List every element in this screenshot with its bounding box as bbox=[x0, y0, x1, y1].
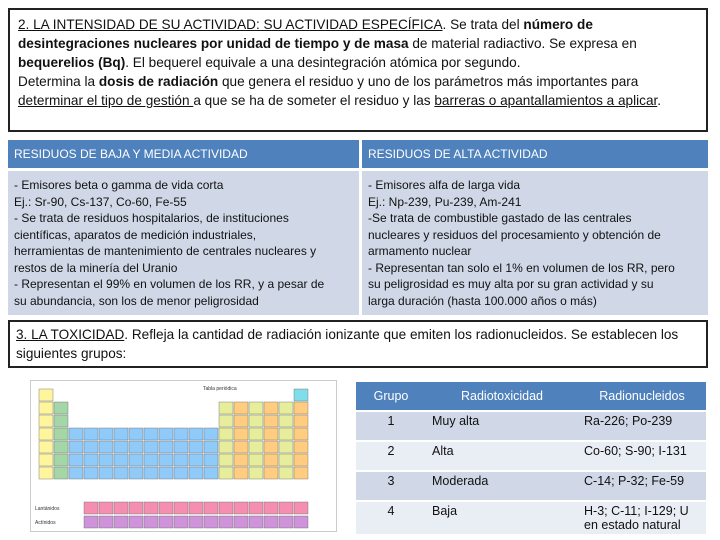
element-cell bbox=[279, 467, 293, 479]
element-cell bbox=[189, 454, 203, 466]
element-cell bbox=[294, 454, 308, 466]
element-cell bbox=[69, 467, 83, 479]
element-cell bbox=[204, 441, 218, 453]
element-cell bbox=[39, 441, 53, 453]
element-cell bbox=[264, 415, 278, 427]
element-cell bbox=[99, 467, 113, 479]
element-cell bbox=[294, 441, 308, 453]
section-3-title: 3. LA TOXICIDAD bbox=[16, 327, 125, 342]
element-cell bbox=[114, 454, 128, 466]
periodic-table-title: Tabla periódica bbox=[203, 386, 237, 392]
actinides-label: Actínidos bbox=[35, 520, 56, 526]
element-cell bbox=[174, 441, 188, 453]
high-activity-cell: - Emisores alfa de larga vida Ej.: Np-239, Pu-239, Am-241 -Se trata de combustible gastado de las centrales nucleares y residuos del procesamiento y obtención de armamento nuclear - Representan tan solo el 1% en volumen de los RR, pero su peligrosidad es muy alta por su gran actividad y su larga duración (hasta 100.000 años o más) bbox=[362, 171, 708, 315]
element-cell bbox=[249, 428, 263, 440]
element-cell bbox=[249, 402, 263, 414]
element-cell bbox=[219, 428, 233, 440]
element-cell bbox=[84, 441, 98, 453]
element-cell bbox=[174, 516, 188, 528]
element-cell bbox=[189, 428, 203, 440]
periodic-table-graphic bbox=[31, 381, 336, 531]
element-cell bbox=[144, 441, 158, 453]
element-cell bbox=[114, 428, 128, 440]
table-row: 3 Moderada C-14; P-32; Fe-59 bbox=[356, 472, 706, 502]
element-cell bbox=[84, 454, 98, 466]
element-cell bbox=[189, 467, 203, 479]
element-cell bbox=[159, 428, 173, 440]
element-cell bbox=[99, 454, 113, 466]
element-cell bbox=[264, 441, 278, 453]
element-cell bbox=[39, 389, 53, 401]
element-cell bbox=[234, 516, 248, 528]
element-cell bbox=[129, 502, 143, 514]
element-cell bbox=[69, 428, 83, 440]
element-cell bbox=[279, 441, 293, 453]
element-cell bbox=[114, 502, 128, 514]
periodic-table-image bbox=[30, 380, 337, 532]
element-cell bbox=[54, 441, 68, 453]
element-cell bbox=[204, 467, 218, 479]
element-cell bbox=[249, 502, 263, 514]
element-cell bbox=[54, 454, 68, 466]
element-cell bbox=[294, 428, 308, 440]
element-cell bbox=[219, 502, 233, 514]
element-cell bbox=[249, 441, 263, 453]
element-cell bbox=[144, 516, 158, 528]
element-cell bbox=[204, 454, 218, 466]
element-cell bbox=[249, 516, 263, 528]
element-cell bbox=[159, 454, 173, 466]
element-cell bbox=[279, 454, 293, 466]
element-cell bbox=[84, 467, 98, 479]
element-cell bbox=[219, 467, 233, 479]
element-cell bbox=[234, 467, 248, 479]
table-row: 1 Muy alta Ra-226; Po-239 bbox=[356, 412, 706, 442]
element-cell bbox=[129, 441, 143, 453]
element-cell bbox=[129, 467, 143, 479]
element-cell bbox=[294, 467, 308, 479]
element-cell bbox=[249, 415, 263, 427]
element-cell bbox=[39, 402, 53, 414]
table-row: 4 Baja H-3; C-11; I-129; U en estado natural bbox=[356, 502, 706, 536]
element-cell bbox=[279, 502, 293, 514]
element-cell bbox=[54, 467, 68, 479]
element-cell bbox=[159, 467, 173, 479]
element-cell bbox=[114, 516, 128, 528]
element-cell bbox=[204, 428, 218, 440]
element-cell bbox=[144, 454, 158, 466]
element-cell bbox=[279, 428, 293, 440]
element-cell bbox=[294, 402, 308, 414]
element-cell bbox=[54, 402, 68, 414]
element-cell bbox=[264, 402, 278, 414]
element-cell bbox=[249, 467, 263, 479]
element-cell bbox=[84, 516, 98, 528]
element-cell bbox=[219, 441, 233, 453]
element-cell bbox=[204, 516, 218, 528]
element-cell bbox=[54, 415, 68, 427]
section-2-paragraph: 2. LA INTENSIDAD DE SU ACTIVIDAD: SU ACTIVIDAD ESPECÍFICA. Se trata del número de desintegraciones nucleares por unidad de tiempo y de masa de material radiactivo. Se expresa en bequerelios (Bq). El bequerel equivale a una desintegración atómica por segundo. bbox=[18, 17, 637, 70]
element-cell bbox=[69, 454, 83, 466]
element-cell bbox=[189, 502, 203, 514]
element-cell bbox=[39, 454, 53, 466]
element-cell bbox=[39, 415, 53, 427]
element-cell bbox=[39, 467, 53, 479]
element-cell bbox=[219, 415, 233, 427]
element-cell bbox=[234, 402, 248, 414]
element-cell bbox=[84, 428, 98, 440]
header-grupo: Grupo bbox=[356, 382, 426, 412]
residuos-table bbox=[8, 140, 708, 315]
element-cell bbox=[144, 502, 158, 514]
element-cell bbox=[114, 467, 128, 479]
element-cell bbox=[279, 415, 293, 427]
element-cell bbox=[159, 441, 173, 453]
element-cell bbox=[264, 428, 278, 440]
section-2-paragraph-2: Determina la dosis de radiación que genera el residuo y uno de los parámetros más importantes para determinar el tipo de gestión a que se ha de someter el residuo y las barreras o apantallamientos a aplicar. bbox=[18, 74, 662, 108]
element-cell bbox=[84, 502, 98, 514]
element-cell bbox=[204, 502, 218, 514]
element-cell bbox=[279, 402, 293, 414]
element-cell bbox=[129, 516, 143, 528]
element-cell bbox=[99, 441, 113, 453]
element-cell bbox=[114, 441, 128, 453]
element-cell bbox=[234, 454, 248, 466]
element-cell bbox=[294, 502, 308, 514]
element-cell bbox=[39, 428, 53, 440]
element-cell bbox=[174, 428, 188, 440]
header-radiotoxicidad: Radiotoxicidad bbox=[426, 382, 578, 412]
element-cell bbox=[294, 516, 308, 528]
element-cell bbox=[99, 516, 113, 528]
element-cell bbox=[174, 502, 188, 514]
element-cell bbox=[99, 502, 113, 514]
element-cell bbox=[129, 454, 143, 466]
element-cell bbox=[129, 428, 143, 440]
element-cell bbox=[189, 441, 203, 453]
element-cell bbox=[294, 415, 308, 427]
header-high-activity: RESIDUOS DE ALTA ACTIVIDAD bbox=[362, 140, 708, 171]
table-row: 2 Alta Co-60; S-90; I-131 bbox=[356, 442, 706, 472]
element-cell bbox=[264, 454, 278, 466]
element-cell bbox=[264, 502, 278, 514]
low-activity-cell: - Emisores beta o gamma de vida corta Ej.: Sr-90, Cs-137, Co-60, Fe-55 - Se trata de residuos hospitalarios, de instituciones científicas, aparatos de medición industriales, herramientas de mantenimiento de centrales nucleares y restos de la minería del Uranio - Representan el 99% en volumen de los RR, y a pesar de su abundancia, son los de menor peligrosidad bbox=[8, 171, 362, 315]
element-cell bbox=[234, 441, 248, 453]
element-cell bbox=[234, 502, 248, 514]
header-radionucleidos: Radionucleidos bbox=[578, 382, 706, 412]
element-cell bbox=[249, 454, 263, 466]
section-3-box bbox=[8, 320, 708, 368]
element-cell bbox=[159, 516, 173, 528]
element-cell bbox=[219, 402, 233, 414]
element-cell bbox=[219, 516, 233, 528]
element-cell bbox=[189, 516, 203, 528]
element-cell bbox=[279, 516, 293, 528]
element-cell bbox=[144, 428, 158, 440]
section-2-title: 2. LA INTENSIDAD DE SU ACTIVIDAD: SU ACTIVIDAD ESPECÍFICA bbox=[18, 17, 443, 32]
lanthanides-label: Lantánidos bbox=[35, 506, 60, 512]
element-cell bbox=[174, 467, 188, 479]
element-cell bbox=[54, 428, 68, 440]
element-cell bbox=[234, 415, 248, 427]
element-cell bbox=[144, 467, 158, 479]
element-cell bbox=[264, 467, 278, 479]
element-cell bbox=[174, 454, 188, 466]
section-2-box bbox=[8, 8, 708, 132]
toxicity-groups-table bbox=[356, 382, 706, 536]
element-cell bbox=[294, 389, 308, 401]
element-cell bbox=[264, 516, 278, 528]
header-low-activity: RESIDUOS DE BAJA Y MEDIA ACTIVIDAD bbox=[8, 140, 362, 171]
element-cell bbox=[234, 428, 248, 440]
section-3-paragraph: 3. LA TOXICIDAD. Refleja la cantidad de radiación ionizante que emiten los radionucleidos. Se establecen los siguientes grupos: bbox=[16, 327, 679, 361]
element-cell bbox=[219, 454, 233, 466]
element-cell bbox=[159, 502, 173, 514]
element-cell bbox=[69, 441, 83, 453]
element-cell bbox=[99, 428, 113, 440]
